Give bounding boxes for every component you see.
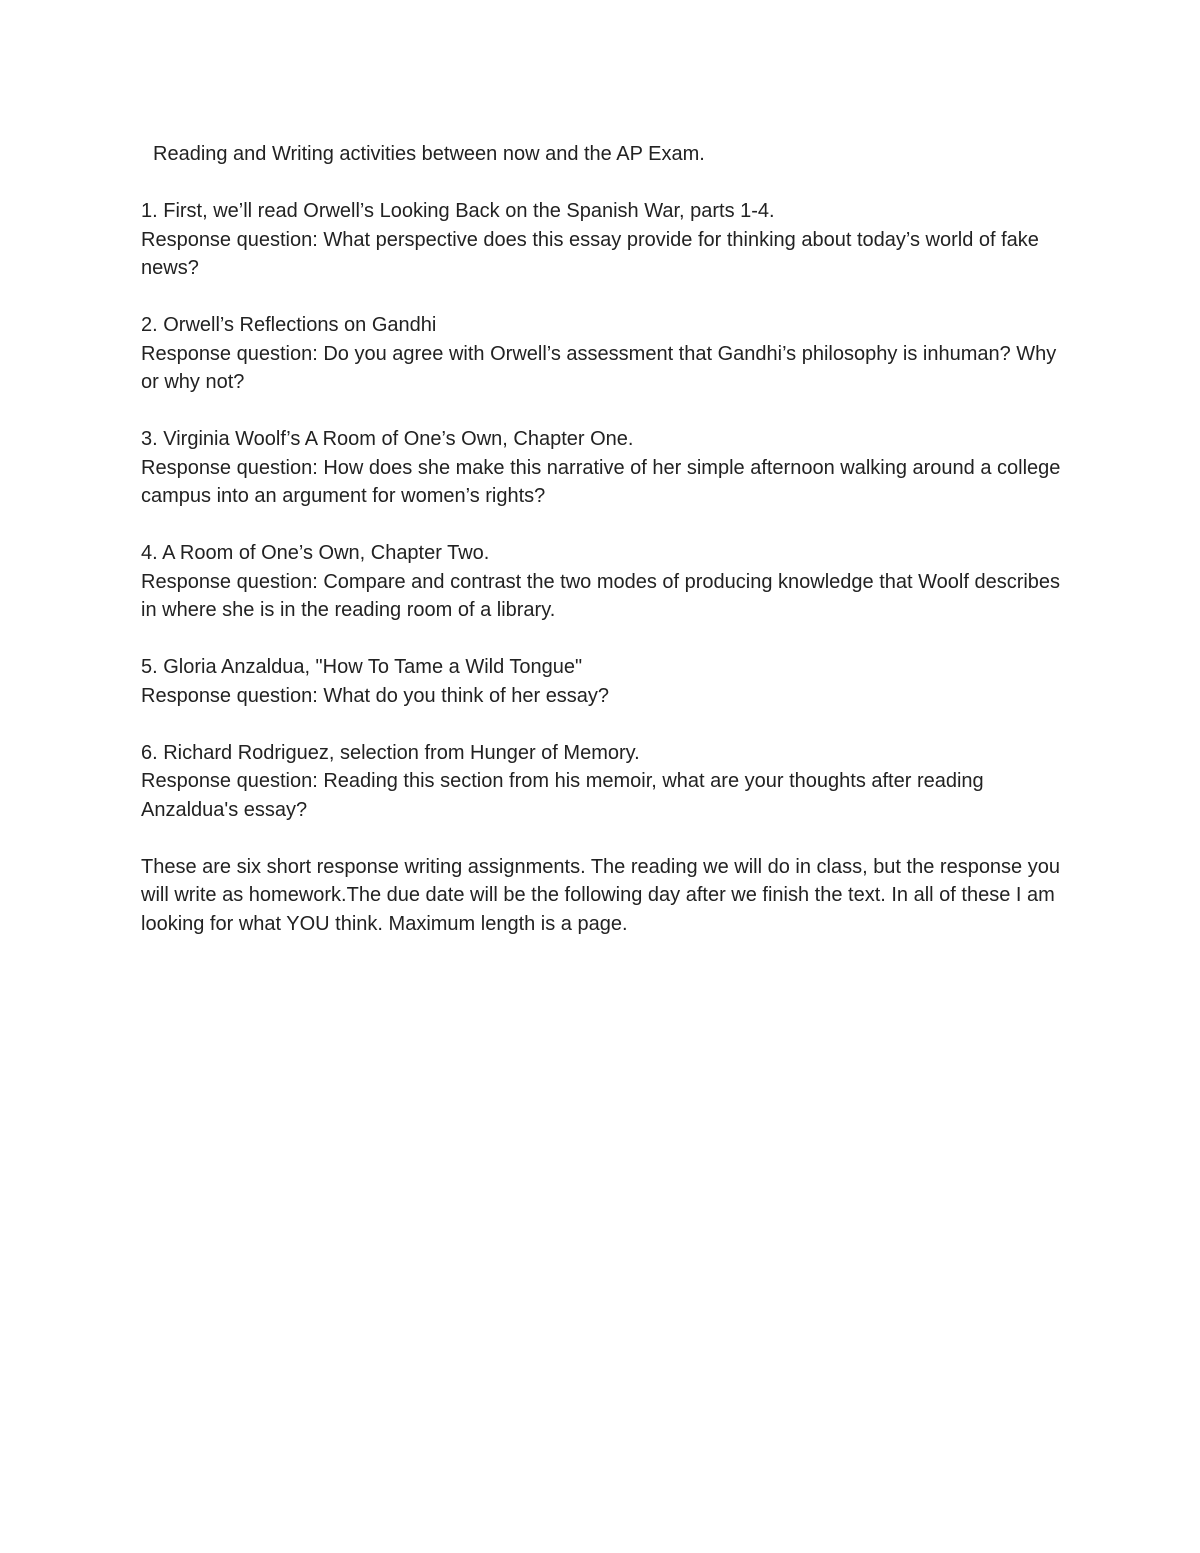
assignment-item-6 bbox=[141, 739, 1066, 825]
response-question: Response question: How does she make this narrative of her simple afternoon walking around a college campus into an argument for women’s rights? bbox=[141, 456, 1061, 507]
assignment-title: 2. Orwell’s Reflections on Gandhi bbox=[141, 314, 437, 336]
closing-paragraph bbox=[141, 853, 1066, 939]
assignment-item-2 bbox=[141, 311, 1066, 397]
closing-text: These are six short response writing assignments. The reading we will do in class, but the response you will write as homework.The due date will be the following day after we finish the text. In all of these I am looking for what YOU think. Maximum length is a page. bbox=[141, 855, 1060, 935]
assignment-title: 4. A Room of One’s Own, Chapter Two. bbox=[141, 542, 490, 564]
document-heading: Reading and Writing activities between now and the AP Exam. bbox=[153, 143, 705, 165]
document-body bbox=[141, 140, 1066, 938]
response-question: Response question: Reading this section from his memoir, what are your thoughts after reading Anzaldua's essay? bbox=[141, 770, 984, 821]
assignment-item-4 bbox=[141, 539, 1066, 625]
assignment-item-3 bbox=[141, 425, 1066, 511]
response-question: Response question: Do you agree with Orwell’s assessment that Gandhi’s philosophy is inhuman? Why or why not? bbox=[141, 342, 1057, 393]
assignment-title: 3. Virginia Woolf’s A Room of One’s Own, Chapter One. bbox=[141, 428, 634, 450]
response-question: Response question: What perspective does this essay provide for thinking about today’s world of fake news? bbox=[141, 228, 1039, 279]
assignment-title: 5. Gloria Anzaldua, "How To Tame a Wild Tongue" bbox=[141, 656, 583, 678]
assignment-item-1 bbox=[141, 197, 1066, 283]
assignment-title: 1. First, we’ll read Orwell’s Looking Back on the Spanish War, parts 1-4. bbox=[141, 200, 775, 222]
assignment-item-5 bbox=[141, 653, 1066, 710]
assignment-title: 6. Richard Rodriguez, selection from Hunger of Memory. bbox=[141, 741, 640, 764]
response-question: Response question: What do you think of her essay? bbox=[141, 684, 610, 707]
response-question: Response question: Compare and contrast the two modes of producing knowledge that Woolf describes in where she is in the reading room of a library. bbox=[141, 570, 1061, 621]
